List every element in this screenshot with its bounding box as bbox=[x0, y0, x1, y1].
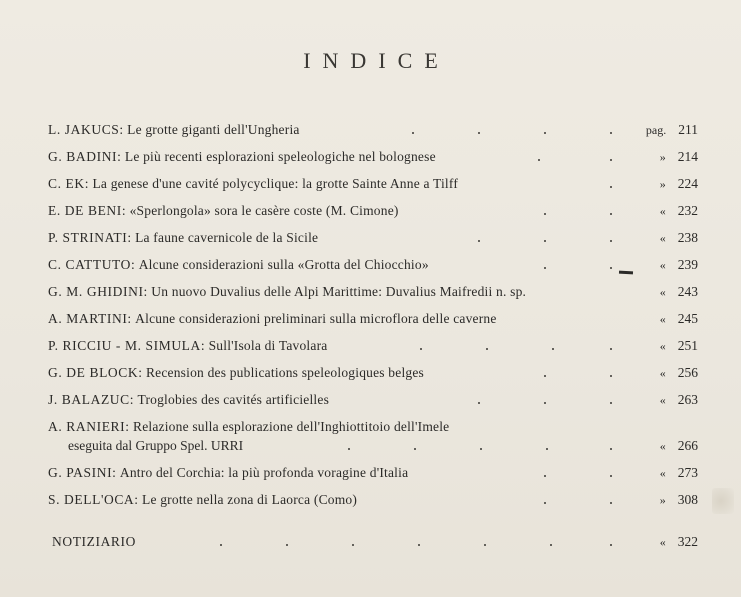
leader-dots bbox=[48, 254, 668, 276]
page-number: 322 bbox=[677, 534, 698, 549]
page-number: 239 bbox=[677, 257, 698, 272]
index-entry bbox=[48, 489, 698, 511]
page-reference bbox=[660, 362, 698, 384]
entry-author: E. DE BENI: bbox=[48, 203, 127, 218]
index-entry bbox=[48, 200, 698, 222]
page-prefix: « bbox=[659, 466, 666, 480]
index-entry bbox=[48, 362, 698, 384]
index-entry bbox=[48, 227, 698, 249]
entry-title: Un nuovo Duvalius delle Alpi Marittime: Duvalius Maifredii n. sp. bbox=[151, 284, 527, 299]
index-entry bbox=[48, 146, 698, 168]
index-entry bbox=[48, 335, 698, 357]
index-entry bbox=[48, 308, 698, 330]
page-reference bbox=[660, 146, 698, 168]
page-reference bbox=[660, 531, 698, 553]
entry-title: Le grotte giganti dell'Ungheria bbox=[127, 122, 300, 137]
page-number: 256 bbox=[677, 365, 698, 380]
page-reference bbox=[660, 308, 698, 330]
page-prefix: « bbox=[659, 285, 666, 299]
leader-dots bbox=[48, 389, 668, 411]
page-prefix: « bbox=[659, 231, 666, 245]
leader-dots bbox=[52, 531, 672, 553]
page-reference bbox=[660, 435, 698, 457]
page-prefix: « bbox=[659, 535, 666, 549]
leader-dots bbox=[48, 173, 668, 195]
page-prefix: pag. bbox=[645, 123, 667, 137]
entry-author: P. STRINATI: bbox=[48, 230, 132, 245]
leader-dots bbox=[48, 489, 668, 511]
index-entry bbox=[48, 462, 698, 484]
entry-title: Le grotte nella zona di Laorca (Como) bbox=[142, 492, 358, 507]
entry-title: Alcune considerazioni preliminari sulla microflora delle caverne bbox=[135, 311, 497, 326]
page-prefix: « bbox=[659, 258, 666, 272]
entry-title: Alcune considerazioni sulla «Grotta del Chiocchio» bbox=[138, 257, 429, 272]
page-reference bbox=[660, 173, 698, 195]
index-entry bbox=[48, 119, 698, 141]
entry-author: L. JAKUCS: bbox=[48, 122, 124, 137]
entry-author: G. DE BLOCK: bbox=[48, 365, 143, 380]
leader-dots bbox=[48, 335, 668, 357]
leader-dots bbox=[48, 227, 668, 249]
page-prefix: « bbox=[659, 339, 666, 353]
page-number: 238 bbox=[677, 230, 698, 245]
index-entry bbox=[48, 281, 698, 303]
page-prefix: « bbox=[659, 393, 666, 407]
page-number: 243 bbox=[677, 284, 698, 299]
page-reference bbox=[646, 119, 698, 141]
entry-title: Le più recenti esplorazioni speleologiche nel bolognese bbox=[124, 149, 436, 164]
page-reference bbox=[660, 389, 698, 411]
page-number: 308 bbox=[677, 492, 698, 507]
entry-author: S. DELL'OCA: bbox=[48, 492, 139, 507]
index-entry-continuation bbox=[48, 435, 698, 457]
page-prefix: « bbox=[659, 439, 666, 453]
index-entry bbox=[52, 531, 698, 553]
page-number: 214 bbox=[677, 149, 698, 164]
page-number: 245 bbox=[677, 311, 698, 326]
page-prefix: » bbox=[659, 150, 666, 164]
page-prefix: » bbox=[659, 177, 666, 191]
entry-author: NOTIZIARIO bbox=[52, 534, 136, 549]
entry-author: G. M. GHIDINI: bbox=[48, 284, 148, 299]
page-number: 251 bbox=[677, 338, 698, 353]
page-number: 224 bbox=[677, 176, 698, 191]
entry-author: J. BALAZUC: bbox=[48, 392, 135, 407]
page-title: INDICE bbox=[303, 48, 450, 73]
entry-author: A. MARTINI: bbox=[48, 311, 132, 326]
leader-dots bbox=[48, 200, 668, 222]
page-reference bbox=[660, 489, 698, 511]
page-reference bbox=[660, 227, 698, 249]
entry-author: P. RICCIU - M. SIMULA: bbox=[48, 338, 206, 353]
index-entry bbox=[48, 254, 698, 276]
entry-author: G. BADINI: bbox=[48, 149, 122, 164]
index-entry bbox=[48, 173, 698, 195]
page-prefix: « bbox=[659, 366, 666, 380]
leader-dots bbox=[48, 362, 668, 384]
page-number: 263 bbox=[677, 392, 698, 407]
entry-title: Recension des publications speleologiques belges bbox=[145, 365, 424, 380]
page-reference bbox=[660, 254, 698, 276]
page-number: 211 bbox=[678, 122, 698, 137]
index-entry bbox=[48, 389, 698, 411]
entry-author: G. PASINI: bbox=[48, 465, 117, 480]
entry-title: La faune cavernicole de la Sicile bbox=[135, 230, 319, 245]
leader-dots bbox=[48, 119, 668, 141]
entry-author: C. EK: bbox=[48, 176, 90, 191]
page-number: 273 bbox=[677, 465, 698, 480]
page-number: 266 bbox=[677, 438, 698, 453]
entry-author: C. CATTUTO: bbox=[48, 257, 136, 272]
page-reference bbox=[660, 335, 698, 357]
entry-title: La genese d'une cavité polycyclique: la grotte Sainte Anne a Tilff bbox=[92, 176, 459, 191]
entry-title: «Sperlongola» sora le casère coste (M. Cimone) bbox=[129, 203, 399, 218]
entry-title: Antro del Corchia: la più profonda voragine d'Italia bbox=[119, 465, 409, 480]
entry-title: Relazione sulla esplorazione dell'Inghiottitoio dell'Imele bbox=[132, 419, 450, 434]
page-reference bbox=[660, 200, 698, 222]
leader-dots bbox=[48, 146, 668, 168]
page-reference bbox=[660, 281, 698, 303]
paper-stain bbox=[712, 488, 734, 514]
page-reference bbox=[660, 462, 698, 484]
entry-author: A. RANIERI: bbox=[48, 419, 130, 434]
page-prefix: » bbox=[659, 493, 666, 507]
leader-dots bbox=[48, 462, 668, 484]
entry-title: Troglobies des cavités artificielles bbox=[137, 392, 330, 407]
entry-title-continuation: eseguita dal Gruppo Spel. URRI bbox=[68, 438, 244, 453]
page-prefix: « bbox=[659, 312, 666, 326]
page-number: 232 bbox=[677, 203, 698, 218]
page-prefix: « bbox=[659, 204, 666, 218]
entry-title: Sull'Isola di Tavolara bbox=[208, 338, 328, 353]
